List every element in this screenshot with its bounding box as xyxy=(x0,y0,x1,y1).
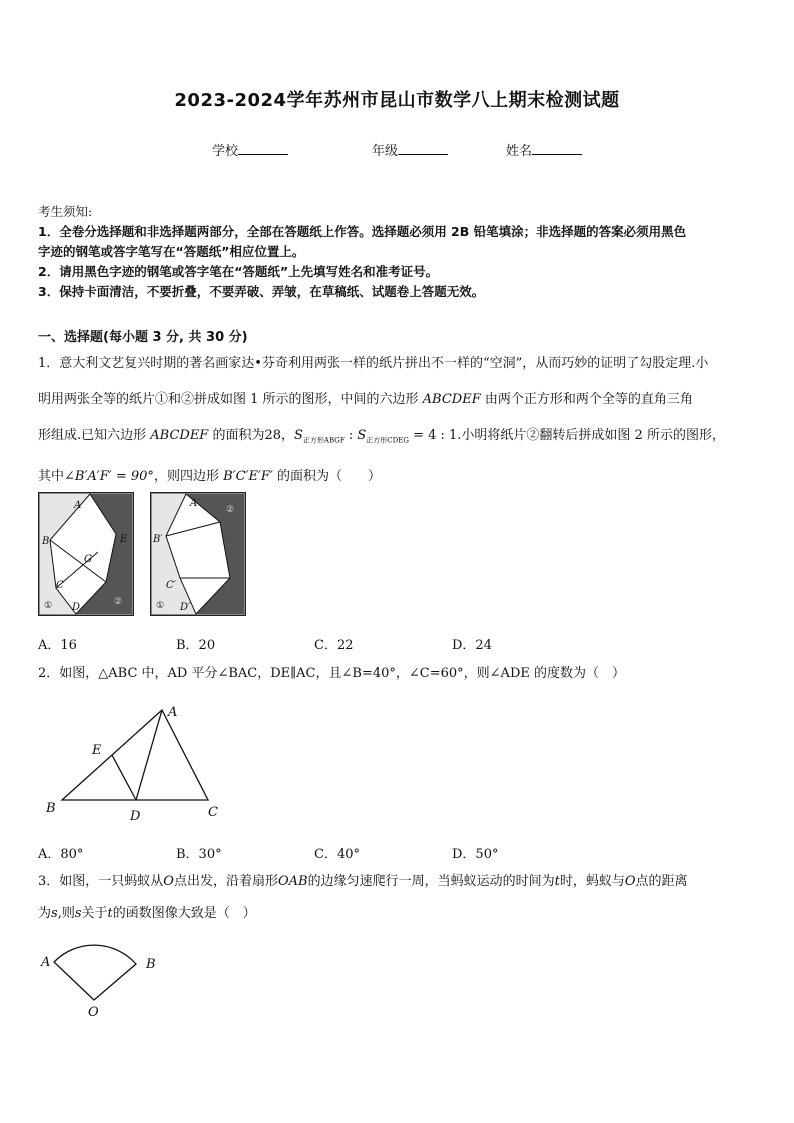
notice-item-1b: 字迹的钢笔或答字笔写在“答题纸”相应位置上。 xyxy=(38,244,305,259)
fig2-label-b: B′ xyxy=(153,534,163,545)
q3-line-2a: 为 xyxy=(38,906,52,921)
q3-label-a: A xyxy=(41,955,51,970)
q3-t: t xyxy=(554,874,560,889)
q3-sector xyxy=(54,945,136,1000)
fig1-label-d: D xyxy=(72,602,81,613)
q2-option-a[interactable]: A．80° xyxy=(38,847,84,862)
q3-figure xyxy=(38,942,168,1022)
grade-field xyxy=(372,140,448,159)
q2-segment-de xyxy=(112,755,136,800)
q1-line-3a: 形组成.已知六边形 xyxy=(38,428,151,443)
fig2-label-d: D′ xyxy=(180,602,191,613)
q1-line-3c: .小明将纸片②翻转后拼成如图 2 所示的图形， xyxy=(457,428,725,443)
q1-ratio: = 4 : 1 xyxy=(413,428,458,443)
q1-option-c[interactable]: C．22 xyxy=(314,638,354,653)
q1-line-3: 形组成.已知六边形 ABCDEF 的面积为28，$S_{正方形ABGF}$ : $S_{正方形CDEG} = 4$ : 1.小明将纸片②翻转后拼成如图 2 所示的图形， xyxy=(38,428,725,445)
q1-hexagon-name: ABCDEF xyxy=(422,392,481,407)
q3-line-1c: 的边缘匀速爬行一周，当蚂蚁运动的时间为 xyxy=(307,874,555,889)
fig1-label-piece-2: ② xyxy=(114,597,123,607)
fig1-label-b: B xyxy=(42,536,50,547)
q1-line-4c: 的面积为（ ） xyxy=(272,468,382,484)
q2-triangle xyxy=(62,710,208,800)
q3-o: O xyxy=(163,874,174,889)
q3-t-2: t xyxy=(107,906,113,921)
q2-segment-ad xyxy=(136,710,162,800)
fig2-label-a: A′ xyxy=(190,498,200,509)
q3-o-2: O xyxy=(624,874,636,889)
notice-block xyxy=(38,202,758,302)
q2-label-a: A xyxy=(168,705,178,720)
q1-s2: S xyxy=(357,428,367,443)
q3-s: s xyxy=(51,906,58,921)
fig1-label-e: E xyxy=(120,534,128,545)
q3-line-1e: 点的距离 xyxy=(635,874,688,889)
q1-hexagon-name-2: ABCDEF xyxy=(150,428,209,443)
q2-option-b[interactable]: B．30° xyxy=(176,847,222,862)
q1-quad-name: B′C′E′F′ xyxy=(223,468,273,484)
fig1-label-c: C xyxy=(56,580,64,591)
q1-option-b[interactable]: B．20 xyxy=(176,638,216,653)
q2-label-d: D xyxy=(130,809,141,824)
q2-label-e: E xyxy=(92,743,102,758)
q3-s-2: s xyxy=(74,906,82,921)
q1-angle: ∠B′A′F′ = 90° xyxy=(64,468,154,484)
fig2-label-c: C′ xyxy=(166,580,176,591)
q2-figure xyxy=(40,700,240,825)
section-heading: 一、选择题(每小题 3 分, 共 30 分) xyxy=(38,330,248,345)
fig2-label-piece-1: ① xyxy=(156,601,165,611)
q1-line-3b: 的面积为28， xyxy=(208,428,295,443)
q3-line-2 xyxy=(38,898,758,930)
fig1-label-g: G xyxy=(84,554,92,565)
q3-line-1a: 3．如图，一只蚂蚁从 xyxy=(38,874,164,889)
notice-item-3: 3．保持卡面清洁，不要折叠，不要弄破、弄皱，在草稿纸、试题卷上答题无效。 xyxy=(38,284,485,299)
q1-line-2a: 明用两张全等的纸片①和②拼成如图 1 所示的图形，中间的六边形 xyxy=(38,392,423,407)
school-label: 学校 xyxy=(212,144,239,159)
q3-oab: OAB xyxy=(277,874,308,889)
notice-item-2: 2．请用黑色字迹的钢笔或答字笔在“答题纸”上先填写姓名和准考证号。 xyxy=(38,264,439,279)
name-label: 姓名 xyxy=(506,144,533,159)
q3-line-1 xyxy=(38,866,758,898)
q2-option-d[interactable]: D．50° xyxy=(452,847,499,862)
fig2-label-piece-2: ② xyxy=(226,505,235,515)
q1-line-2b: 由两个正方形和两个全等的直角三角 xyxy=(480,392,693,407)
page-title: 2023-2024学年苏州市昆山市数学八上期末检测试题 xyxy=(174,90,620,111)
name-blank xyxy=(532,142,582,155)
q1-s1: S xyxy=(294,428,303,443)
school-blank xyxy=(238,142,288,155)
grade-blank xyxy=(398,142,448,155)
q3-line-2c: 关于 xyxy=(81,906,108,921)
q1-line-4b: ，则四边形 xyxy=(153,468,224,484)
q3-label-o: O xyxy=(88,1005,99,1020)
q1-sub-1: 正方形ABGF xyxy=(302,436,345,445)
q3-line-1d: 时，蚂蚁与 xyxy=(559,874,625,889)
q2-label-c: C xyxy=(208,805,218,820)
q1-line-2 xyxy=(38,382,758,418)
q1-sub-2: 正方形CDEG xyxy=(366,436,409,445)
q1-option-d[interactable]: D．24 xyxy=(452,638,492,653)
q3-line-2d: 的函数图像大致是（ ） xyxy=(112,906,256,921)
q1-option-a[interactable]: A．16 xyxy=(38,638,77,653)
question-3 xyxy=(38,866,758,930)
q3-label-b: B xyxy=(146,957,156,972)
q1-line-1: 1．意大利文艺复兴时期的著名画家达•芬奇利用两张一样的纸片拼出不一样的“空洞”，从而巧妙的证明了勾股定理.小 xyxy=(38,356,709,371)
q1-line-4 xyxy=(38,459,758,495)
q1-figure-1 xyxy=(38,492,134,616)
q2-option-c[interactable]: C．40° xyxy=(314,847,360,862)
fig1-label-piece-1: ① xyxy=(44,601,53,611)
question-1 xyxy=(38,346,758,495)
school-field xyxy=(212,140,288,159)
q1-figure-2 xyxy=(150,492,246,616)
grade-label: 年级 xyxy=(372,144,399,159)
notice-item-1a: 1．全卷分选择题和非选择题两部分，全部在答题纸上作答。选择题必须用 2B 铅笔填涂；非选择题的答案必须用黑色 xyxy=(38,224,687,239)
q2-label-b: B xyxy=(46,801,56,816)
q2-text: 2．如图，△ABC 中，AD 平分∠BAC，DE∥AC，且∠B=40°，∠C=60°，则∠ADE 的度数为（ ） xyxy=(38,666,625,681)
question-2 xyxy=(38,658,758,690)
name-field xyxy=(506,140,582,159)
fig1-label-a: A xyxy=(74,500,82,511)
q3-line-2b: ,则 xyxy=(57,906,75,921)
q3-line-1b: 点出发，沿着扇形 xyxy=(173,874,278,889)
q1-line-4a: 其中 xyxy=(38,468,65,484)
notice-heading: 考生须知: xyxy=(38,204,93,219)
